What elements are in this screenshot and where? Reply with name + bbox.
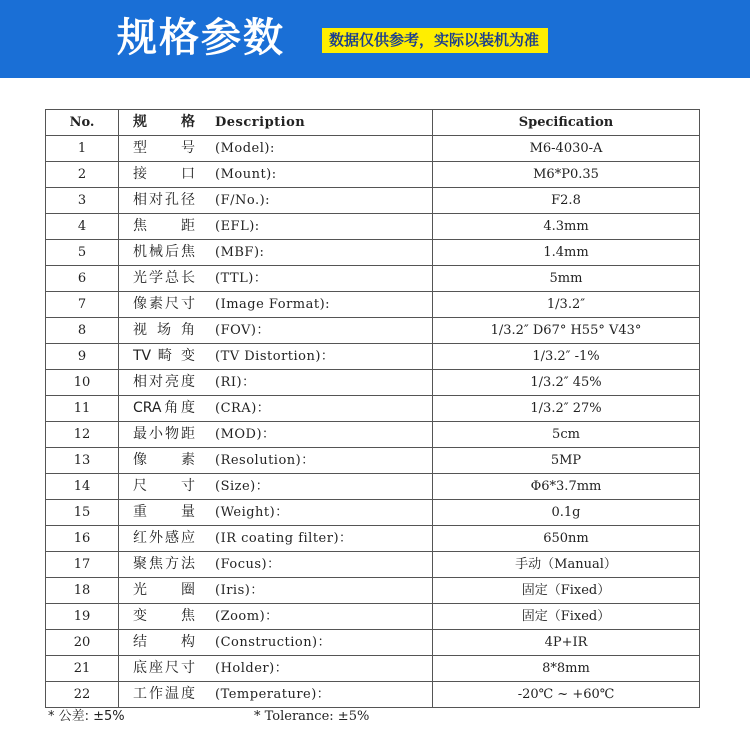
row-value: M6-4030-A (433, 136, 700, 162)
row-label-en: (IR coating filter)： (215, 531, 353, 546)
row-label-cn: 视 场 角 (133, 322, 195, 338)
row-description (119, 266, 433, 292)
header-specification: Specification (433, 110, 700, 136)
row-label-en: (Size)： (215, 479, 270, 494)
row-label-cn: TV 畸 变 (133, 348, 195, 364)
header-no: No. (46, 110, 119, 136)
row-number: 17 (46, 552, 119, 578)
row-label-en: (TV Distortion)： (215, 349, 335, 364)
row-value: 5MP (433, 448, 700, 474)
row-description (119, 552, 433, 578)
row-label-cn: 相对亮度 (133, 374, 195, 390)
table-row (46, 578, 700, 604)
row-label-en: (MBF): (215, 245, 265, 260)
row-value: F2.8 (433, 188, 700, 214)
row-value: 1.4mm (433, 240, 700, 266)
row-label-cn: 型 号 (133, 140, 195, 156)
tolerance-cn: * 公差: ±5% (48, 709, 125, 724)
row-value: 固定（Fixed） (433, 578, 700, 604)
row-value: 650nm (433, 526, 700, 552)
row-label-cn: 最小物距 (133, 426, 195, 442)
row-label-en: (CRA)： (215, 401, 271, 416)
header-description-en: Description (215, 115, 306, 130)
row-number: 6 (46, 266, 119, 292)
row-description (119, 604, 433, 630)
row-label-en: (Iris)： (215, 583, 264, 598)
row-number: 12 (46, 422, 119, 448)
row-description (119, 682, 433, 708)
row-number: 4 (46, 214, 119, 240)
row-label-cn: 像 素 (133, 452, 195, 468)
row-value: Φ6*3.7mm (433, 474, 700, 500)
row-value: 1/3.2″ -1% (433, 344, 700, 370)
row-label-en: (FOV)： (215, 323, 270, 338)
row-description (119, 344, 433, 370)
row-description (119, 656, 433, 682)
table-row (46, 396, 700, 422)
row-description (119, 500, 433, 526)
row-description (119, 448, 433, 474)
row-number: 22 (46, 682, 119, 708)
table-row (46, 474, 700, 500)
row-value: 1/3.2″ (433, 292, 700, 318)
table-row (46, 240, 700, 266)
row-value: 5cm (433, 422, 700, 448)
row-number: 3 (46, 188, 119, 214)
row-number: 2 (46, 162, 119, 188)
row-value: 1/3.2″ 27% (433, 396, 700, 422)
row-label-cn: 像素尺寸 (133, 296, 195, 312)
row-label-cn: 红外感应 (133, 530, 195, 546)
table-row (46, 162, 700, 188)
row-value: 5mm (433, 266, 700, 292)
row-number: 14 (46, 474, 119, 500)
row-number: 1 (46, 136, 119, 162)
row-label-cn: 接 口 (133, 166, 195, 182)
row-number: 8 (46, 318, 119, 344)
row-number: 5 (46, 240, 119, 266)
row-label-en: (Temperature)： (215, 687, 331, 702)
row-label-en: (Focus)： (215, 557, 281, 572)
row-label-cn: 相对孔径 (133, 192, 195, 208)
row-value: 手动（Manual） (433, 552, 700, 578)
table-row (46, 188, 700, 214)
row-label-en: (Holder)： (215, 661, 289, 676)
row-number: 21 (46, 656, 119, 682)
row-description (119, 370, 433, 396)
row-value: 4P+IR (433, 630, 700, 656)
row-value: 1/3.2″ D67° H55° V43° (433, 318, 700, 344)
row-description (119, 526, 433, 552)
row-value: -20℃ ~ +60℃ (433, 682, 700, 708)
row-label-cn: CRA角度 (133, 400, 195, 416)
row-description (119, 292, 433, 318)
row-value: 1/3.2″ 45% (433, 370, 700, 396)
header-banner (0, 0, 750, 78)
row-label-cn: 光学总长 (133, 270, 195, 286)
row-label-cn: 尺 寸 (133, 478, 195, 494)
row-label-cn: 焦 距 (133, 218, 195, 234)
table-row (46, 136, 700, 162)
row-number: 15 (46, 500, 119, 526)
row-value: 8*8mm (433, 656, 700, 682)
table-row (46, 266, 700, 292)
row-number: 11 (46, 396, 119, 422)
row-number: 13 (46, 448, 119, 474)
row-description (119, 240, 433, 266)
row-number: 19 (46, 604, 119, 630)
row-label-cn: 机械后焦 (133, 244, 195, 260)
spec-table (45, 109, 700, 708)
row-label-cn: 变 焦 (133, 608, 195, 624)
row-label-en: (Resolution)： (215, 453, 315, 468)
row-description (119, 630, 433, 656)
row-label-en: (Weight)： (215, 505, 289, 520)
row-label-cn: 光 圈 (133, 582, 195, 598)
table-row (46, 214, 700, 240)
row-number: 18 (46, 578, 119, 604)
table-row (46, 370, 700, 396)
table-row (46, 630, 700, 656)
row-label-en: (RI)： (215, 375, 256, 390)
row-label-cn: 工作温度 (133, 686, 195, 702)
disclaimer-note: 数据仅供参考，实际以装机为准 (322, 28, 548, 53)
row-label-cn: 聚焦方法 (133, 556, 195, 572)
row-number: 7 (46, 292, 119, 318)
row-label-en: (EFL): (215, 219, 260, 234)
table-row (46, 344, 700, 370)
row-number: 9 (46, 344, 119, 370)
row-description (119, 188, 433, 214)
table-row (46, 682, 700, 708)
page-title: 规格参数 (117, 15, 285, 61)
row-description (119, 214, 433, 240)
table-row (46, 552, 700, 578)
row-label-cn: 结 构 (133, 634, 195, 650)
row-description (119, 396, 433, 422)
row-label-en: (Mount): (215, 167, 277, 182)
table-row (46, 656, 700, 682)
table-row (46, 422, 700, 448)
row-description (119, 162, 433, 188)
table-row (46, 500, 700, 526)
row-label-en: (Zoom)： (215, 609, 279, 624)
row-label-en: (F/No.): (215, 193, 271, 208)
tolerance-en: * Tolerance: ±5% (254, 709, 370, 724)
row-label-en: (MOD)： (215, 427, 276, 442)
row-value: 4.3mm (433, 214, 700, 240)
row-label-en: (Construction)： (215, 635, 332, 650)
row-number: 20 (46, 630, 119, 656)
header-spec-cn: 规 格 (133, 114, 195, 130)
row-description (119, 422, 433, 448)
row-label-en: (Image Format): (215, 297, 331, 312)
header-description (119, 110, 433, 136)
row-description (119, 578, 433, 604)
row-label-cn: 重 量 (133, 504, 195, 520)
row-label-cn: 底座尺寸 (133, 660, 195, 676)
table-row (46, 292, 700, 318)
row-value: 0.1g (433, 500, 700, 526)
row-description (119, 474, 433, 500)
row-label-en: (Model): (215, 141, 275, 156)
table-row (46, 526, 700, 552)
row-label-en: (TTL)： (215, 271, 268, 286)
row-description (119, 136, 433, 162)
row-description (119, 318, 433, 344)
row-value: 固定（Fixed） (433, 604, 700, 630)
row-value: M6*P0.35 (433, 162, 700, 188)
table-row (46, 604, 700, 630)
table-row (46, 448, 700, 474)
row-number: 16 (46, 526, 119, 552)
table-header-row (46, 110, 700, 136)
table-row (46, 318, 700, 344)
row-number: 10 (46, 370, 119, 396)
